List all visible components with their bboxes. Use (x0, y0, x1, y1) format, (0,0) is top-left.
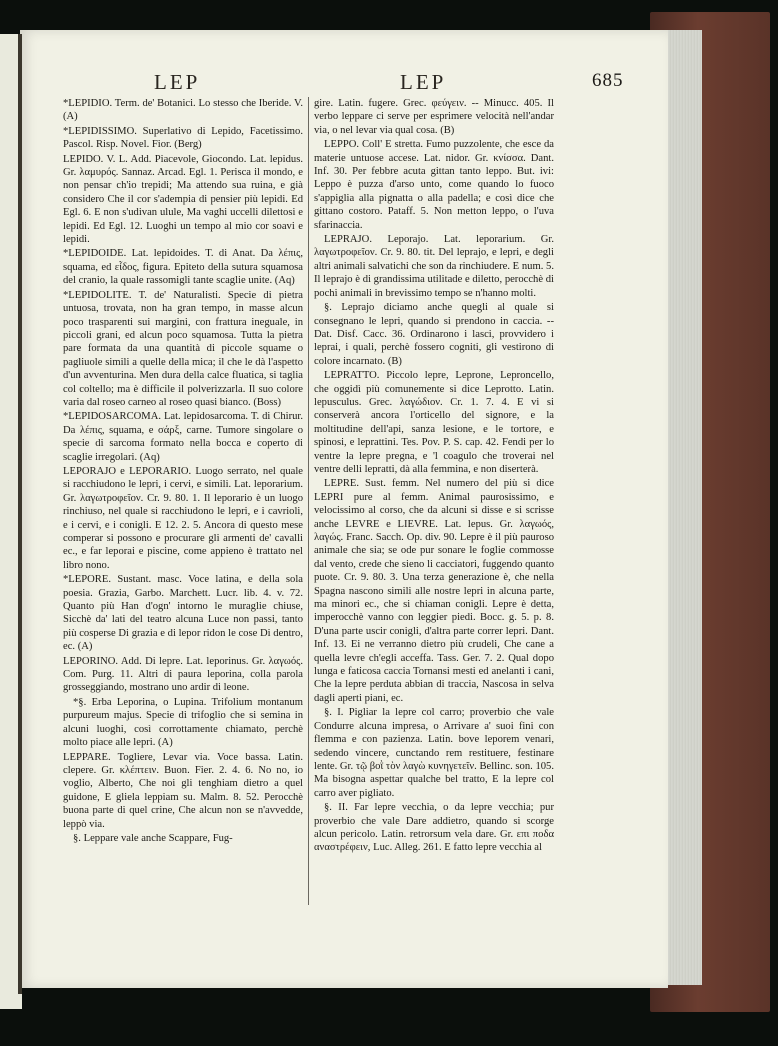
entry-paragraph: LEPRAJO. Leporajo. Lat. leporarium. Gr. λαγωτροφεῖον. Cr. 9. 80. tit. Del leprajo, e lepri, e degli altri animali salvatichi che son da rinchiudere. E num. 5. Il leprajo è di grandissima utilitade e diletto, perocchè di pochi animali in brevissimo tempo se n'hanno molti. (314, 234, 554, 299)
left-text-column (63, 97, 303, 846)
entry-paragraph: §. Leppare vale anche Scappare, Fug- (73, 832, 233, 844)
book-gutter (18, 34, 22, 994)
right-text-column (314, 97, 554, 856)
entry-paragraph: §. II. Far lepre vecchia, o da lepre vecchia; pur proverbio che vale Dare addietro, quando si scorge alcun pericolo. Latin. retrorsum vela dare. Gr. επι ποδα αναστρέφειν, Luc. Alleg. 261. E fatto lepre vecchia al (314, 802, 554, 854)
entry-paragraph: *LEPORE. Sustant. masc. Voce latina, e della sola poesia. Grazia, Garbo. Marchett. Lucr. lib. 4. v. 72. Quanto più Han d'ogn' intorno le muraglie chiuse, Sicchè da' lati del teatro alcuna Luce non passi, tanto più cosperse Di grazia e di lepor ridon le cose Di dentro, ec. (A) (63, 574, 303, 653)
page-edges (664, 30, 702, 985)
entry-paragraph: LEPORINO. Add. Di lepre. Lat. leporinus. Gr. λαγωός. Com. Purg. 11. Altri di paura leporina, colla parola grosseggiando, mostrano uno ardir di leone. (63, 655, 303, 694)
entry-paragraph: *LEPIDIO. Term. de' Botanici. Lo stesso che Iberide. V. (A) (63, 98, 303, 123)
entry-paragraph: LEPRE. Sust. femm. Nel numero del più si dice LEPRI pure al femm. Animal paurosissimo, e velocissimo al corso, che da alcuni si disse e si scrisse anche LEVRE e LIEVRE. Lat. lepus. Gr. λαγωός, λαγώς. Franc. Sacch. Op. div. 90. Lepre è il più pauroso animale che sia; se ode pur sonare le foglie commosse dal vento, crede che sieno li cacciatori, fuggendo quanto puote. Cr. 9. 80. 3. Una terza generazione è, che nella Spagna nascono simili alle nostre lepri in alcuna parte, ma minori ec., che si chiaman conigli. Lepre è detta, imperocchè vanno con leggier piedi. Bocc. g. 5. p. 8. D'una parte uscir conigli, d'altra parte correr lepri. Dant. Inf. 13. Ei ne verranno dietro più crudeli, Che cane a quella levre ch'egli acceffa. Tass. Ger. 7. 2. Qual dopo lunga e faticosa caccia Tornansi mesti ed anelanti i cani, Che la lepre perduta abbian di traccia, Nascosa in selva dagli aperti piani, ec. (314, 478, 554, 704)
entry-paragraph: *§. Erba Leporina, o Lupina. Trifolium montanum purpureum majus. Specie di trifoglio che si semina in alcuni luoghi, così corrottamente chiamato, perchè molto piace alle lepri. (A) (63, 696, 303, 749)
entry-paragraph: *LEPIDOIDE. Lat. lepidoides. T. di Anat. Da λέπις, squama, ed εἶδος, figura. Epiteto della sutura squamosa del cranio, la quale rassomigli tante scaglie unite. (Aq) (63, 248, 303, 287)
entry-paragraph: §. I. Pigliar la lepre col carro; proverbio che vale Condurre alcuna impresa, o Arrivare a' suoi fini con flemma e con pazienza. Latin. bove leporem venari, sedendo vincere, cunctando rem restituere, festinare lente. Gr. τῷ βοῒ τὸν λαγὼ κυνηγετεῖν. Bellinc. son. 105. Ma bisogna aspettar qualche bel tratto, E la lepre col carro aver pigliato. (314, 707, 554, 799)
page-number: 685 (592, 70, 624, 91)
entry-paragraph: LEPPO. Coll' E stretta. Fumo puzzolente, che esce da materie untuose accese. Lat. nidor. Gr. κνίσσα. Dant. Inf. 30. Per febbre acuta gittan tanto leppo. But. ivi: Leppo è puzza d'arso unto, come quando lo fuoco s'appiglia alla pignatta o alla padella; e così dice che gittano costoro. Pataff. 5. Non metton leppo, o l'uva sfarinaccia. (314, 139, 554, 231)
entry-paragraph: LEPORAJO e LEPORARIO. Luogo serrato, nel quale si racchiudono le lepri, i cervi, e simili. Lat. leporarium. Gr. λαγωτροφεῖον. Cr. 9. 80. 1. Il leporario è un luogo rinchiuso, nel quale si racchiudono le lepri, e i cavrioli, e i cervi, e i conigli. E 12. 2. 5. Ancora di questo mese comperar si possono e procurare gli armenti de' cavalli ec., e far leporai e piscine, come appieno è trattato nel libro nono. (63, 465, 303, 571)
entry-paragraph: LEPPARE. Togliere, Levar via. Voce bassa. Latin. clepere. Gr. κλέπτειν. Buon. Fier. 2. 4. 6. No no, io voglio, Alberto, Che noi gli tenghiam dietro a quel guidone, E gliela leppiam su. Malm. 8. 52. Perocchè buona parte di quel crine, Che alcun non se n'avvedde, leppò via. (63, 751, 303, 830)
entry-paragraph: LEPIDO. V. L. Add. Piacevole, Giocondo. Lat. lepidus. Gr. λαμυρός. Sannaz. Arcad. Egl. 1. Perisca il mondo, e non pensar ch'io trepidi; Ma attendo sua ruina, e già considero Che il cor s'adempia di pensier più lepidi. Ed Egl. 6. E non s'udivan ulule, Ma vaghi uccelli dilettosi e lepidi. Ed Egl. 12. Luoghi un tempo al mio cor soavi e lepidi. (63, 153, 303, 246)
entry-paragraph: *LEPIDOSARCOMA. Lat. lepidosarcoma. T. di Chirur. Da λέπις, squama, e σάρξ, carne. Tumore singolare o specie di sarcoma formato nella bocca e coperto di scaglie irregolari. (Aq) (63, 411, 303, 463)
running-head-left: LEP (154, 70, 201, 94)
entry-paragraph: gire. Latin. fugere. Grec. φεύγειν. -- Minucc. 405. Il verbo leppare ci serve per esprimere velocità nell'andar via, o nel levar via qual cosa. (B) (314, 98, 554, 136)
entry-paragraph: *LEPIDOLITE. T. de' Naturalisti. Specie di pietra untuosa, trovata, non ha gran tempo, in masse alcun poco trasparenti sui margini, con frattura ineguale, in piccoli grani, ed alcun poco squamosa. Tutta la pietra pare formata da una quantità di piccole squame o pagliuole simili a quelle della mica; il che le dà l'aspetto d'un avventurina. Men dura della calce fluatica, si taglia col coltello; ma è difficile il polverizzarla. Il suo colore varia dal roseo carneo al roseo quasi bianco. (Boss) (63, 289, 303, 408)
entry-paragraph: §. Leprajo diciamo anche quegli al quale si consegnano le lepri, quando si prendono in caccia. -- Dat. Disf. Cacc. 36. Ordinarono i lasci, provvidero i leprai, i quali, perchè fossero cogniti, gli vestirono di colore incarnato. (B) (314, 302, 554, 367)
entry-paragraph: LEPRATTO. Piccolo lepre, Leprone, Leproncello, che oggidì più comunemente si dice Leprotto. Latin. lepusculus. Grec. λαγώδιον. Cr. 1. 7. 4. E vi si conserverà ancora l'orticello del signore, e la moltitudine dell'api, sanza lesione, e le tortore, e spinosi, e leprattini. Tes. Pov. P. S. cap. 42. Fendi per lo ventre la lepre pregna, e 'l coagulo che troverai nel ventre delli lepratti, dà alla femmina, e non diserterà. (314, 370, 554, 475)
column-divider (308, 97, 309, 905)
running-head-right: LEP (400, 70, 447, 94)
entry-paragraph: *LEPIDISSIMO. Superlativo di Lepido, Facetissimo. Pascol. Risp. Novel. Fior. (Berg) (63, 125, 303, 151)
